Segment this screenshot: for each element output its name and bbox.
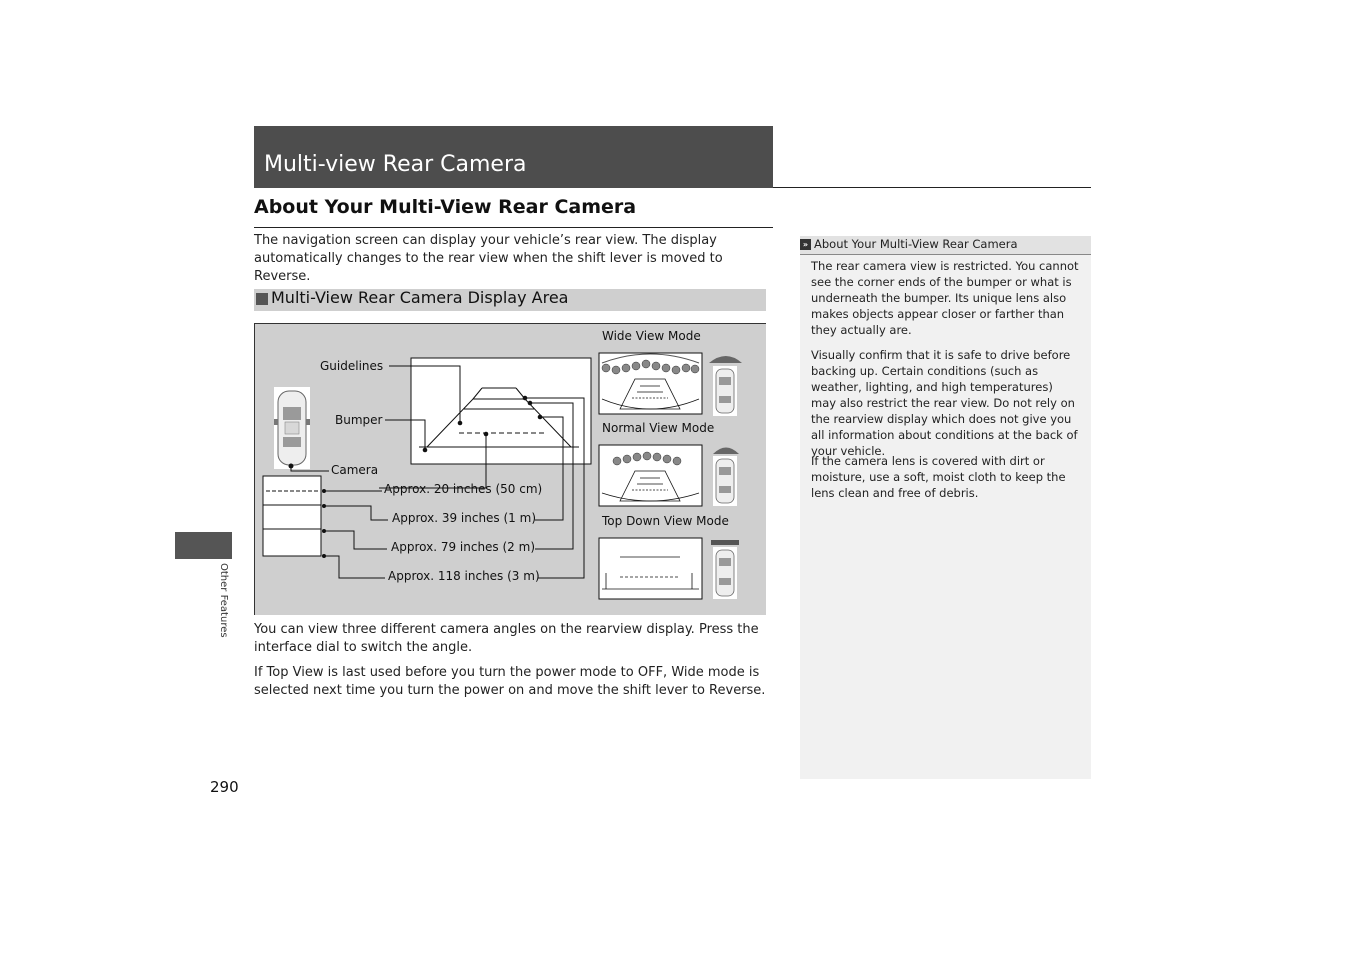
camera-display-area-figure — [254, 323, 766, 615]
note-paragraph: Visually confirm that it is safe to drive before backing up. Certain conditions (such as weather, lighting, and high temperatures) may also restrict the rear view. Do not rely on the rearview display which does not give you all information about conditions at the back of your vehicle. — [811, 348, 1078, 458]
section-rule — [254, 227, 773, 228]
chapter-tab — [175, 532, 232, 559]
normal-view-car-icon — [713, 448, 739, 507]
distance-50cm-label: Approx. 20 inches (50 cm) — [384, 482, 543, 496]
note-reference-icon: » — [800, 239, 811, 250]
page-number: 290 — [210, 778, 239, 796]
top-view-paragraph: If Top View is last used before you turn the power mode to OFF, Wide mode is selected next time you turn the power on and move the shift lever to Reverse. — [254, 665, 766, 698]
car-top-view-icon — [274, 387, 310, 469]
note-paragraph: The rear camera view is restricted. You cannot see the corner ends of the bumper or what is underneath the bumper. Its unique lens also makes objects appear closer or farther than they actually are. — [811, 259, 1079, 337]
distance-1m-label: Approx. 39 inches (1 m) — [392, 511, 536, 525]
note-header-rule — [800, 254, 1091, 255]
wide-view-mode-label: Wide View Mode — [602, 329, 701, 343]
title-rule — [773, 187, 1091, 188]
subsection-title: Multi-View Rear Camera Display Area — [271, 288, 569, 307]
distance-ladder — [263, 476, 321, 556]
note-paragraph: If the camera lens is covered with dirt or moisture, use a soft, moist cloth to keep the lens clean and free of debris. — [811, 454, 1066, 500]
top-down-view-thumbnail — [599, 538, 702, 599]
guidelines-label: Guidelines — [320, 359, 384, 373]
distance-3m-label: Approx. 118 inches (3 m) — [388, 569, 540, 583]
top-down-view-mode-label: Top Down View Mode — [602, 514, 729, 528]
chapter-side-label: Other Features — [218, 563, 229, 638]
camera-angles-paragraph: You can view three different camera angles on the rearview display. Press the interface dial to switch the angle. — [254, 622, 759, 655]
chapter-title: Multi-view Rear Camera — [264, 152, 527, 177]
distance-2m-label: Approx. 79 inches (2 m) — [391, 540, 535, 554]
center-display — [411, 358, 591, 464]
note-title: About Your Multi-View Rear Camera — [814, 237, 1018, 251]
bumper-label: Bumper — [335, 413, 383, 427]
section-heading: About Your Multi-View Rear Camera — [254, 196, 637, 218]
square-bullet-icon — [256, 293, 268, 305]
wide-view-thumbnail — [599, 353, 702, 414]
normal-view-mode-label: Normal View Mode — [602, 421, 715, 435]
normal-view-thumbnail — [599, 445, 702, 506]
intro-paragraph: The navigation screen can display your vehicle’s rear view. The display automatically changes to the rear view when the shift lever is moved to Reverse. — [254, 233, 723, 284]
camera-label: Camera — [331, 463, 379, 477]
top-down-view-car-icon — [711, 540, 739, 599]
